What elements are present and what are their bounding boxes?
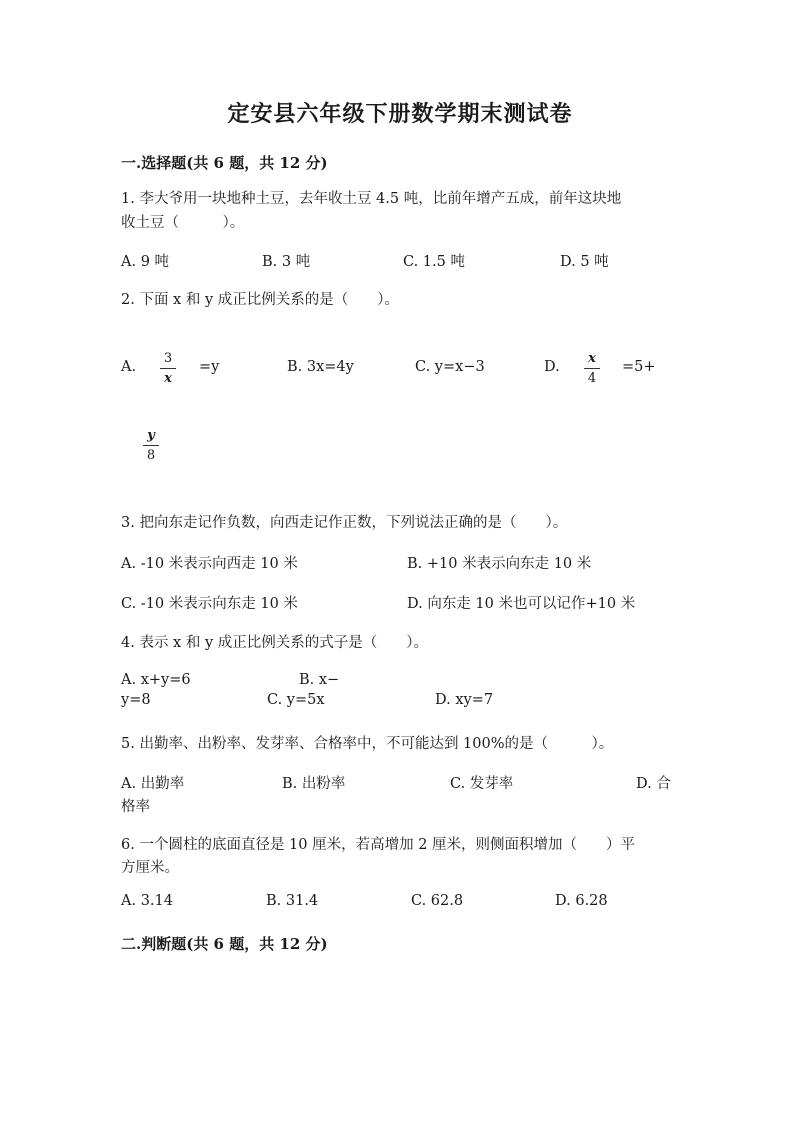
q5-option-c: C. 发芽率 <box>450 776 514 792</box>
q6-option-d: D. 6.28 <box>555 893 608 909</box>
q1-stem-line2: 收土豆（ ）。 <box>121 215 245 231</box>
q4-option-b-cont: y=8 <box>121 692 151 708</box>
q5-option-d: D. 合 <box>636 776 671 792</box>
q5-stem: 5. 出勤率、出粉率、发芽率、合格率中，不可能达到 100%的是（ ）。 <box>121 736 614 752</box>
q2-option-c: C. y=x−3 <box>415 359 485 375</box>
fraction-numerator: y <box>147 428 155 443</box>
q6-stem-line1: 6. 一个圆柱的底面直径是 10 厘米，若高增加 2 厘米，则侧面积增加（ ）平 <box>121 837 636 853</box>
fraction-bar <box>584 368 600 369</box>
q2-option-a-rest: =y <box>199 359 220 375</box>
q1-stem-line1: 1. 李大爷用一块地种土豆，去年收土豆 4.5 吨，比前年增产五成，前年这块地 <box>121 191 622 207</box>
q1-option-a: A. 9 吨 <box>121 254 170 270</box>
fraction-numerator: x <box>588 351 596 366</box>
section-2-heading: 二.判断题(共 6 题，共 12 分) <box>121 935 328 953</box>
q3-option-a: A. -10 米表示向西走 10 米 <box>121 556 298 572</box>
q2-option-b: B. 3x=4y <box>287 359 354 375</box>
fraction-denominator: 4 <box>587 371 597 386</box>
q5-option-d-cont: 格率 <box>121 799 150 815</box>
q4-option-b: B. x− <box>299 672 340 688</box>
q2-option-d-fraction-2 <box>143 428 159 463</box>
q3-option-b: B. +10 米表示向东走 10 米 <box>407 556 592 572</box>
q2-stem: 2. 下面 x 和 y 成正比例关系的是（ ）。 <box>121 292 399 308</box>
q5-option-a: A. 出勤率 <box>121 776 185 792</box>
q5-option-b: B. 出粉率 <box>282 776 346 792</box>
q1-option-b: B. 3 吨 <box>262 254 311 270</box>
q2-option-d-rest: =5+ <box>622 359 656 375</box>
q1-option-c: C. 1.5 吨 <box>403 254 465 270</box>
q6-option-a: A. 3.14 <box>121 893 173 909</box>
q4-stem: 4. 表示 x 和 y 成正比例关系的式子是（ ）。 <box>121 635 428 651</box>
fraction-denominator: x <box>164 371 172 386</box>
fraction-bar <box>143 445 159 446</box>
section-1-heading: 一.选择题(共 6 题，共 12 分) <box>121 154 328 172</box>
q4-option-c: C. y=5x <box>267 692 325 708</box>
q2-option-d-fraction <box>584 351 600 386</box>
q4-option-d: D. xy=7 <box>435 692 494 708</box>
q6-option-b: B. 31.4 <box>266 893 319 909</box>
q2-option-a-fraction <box>160 351 176 386</box>
q6-option-c: C. 62.8 <box>411 893 464 909</box>
fraction-bar <box>160 368 176 369</box>
q4-option-a: A. x+y=6 <box>121 672 191 688</box>
q6-stem-line2: 方厘米。 <box>121 860 179 876</box>
q3-stem: 3. 把向东走记作负数，向西走记作正数，下列说法正确的是（ ）。 <box>121 515 568 531</box>
fraction-denominator: 8 <box>146 448 156 463</box>
q3-option-c: C. -10 米表示向东走 10 米 <box>121 596 298 612</box>
q1-option-d: D. 5 吨 <box>560 254 609 270</box>
q3-option-d: D. 向东走 10 米也可以记作+10 米 <box>407 596 636 612</box>
fraction-numerator: 3 <box>163 351 173 366</box>
page-title: 定安县六年级下册数学期末测试卷 <box>227 101 573 127</box>
q2-option-d-label: D. <box>544 359 560 375</box>
q2-option-a-label: A. <box>121 359 137 375</box>
